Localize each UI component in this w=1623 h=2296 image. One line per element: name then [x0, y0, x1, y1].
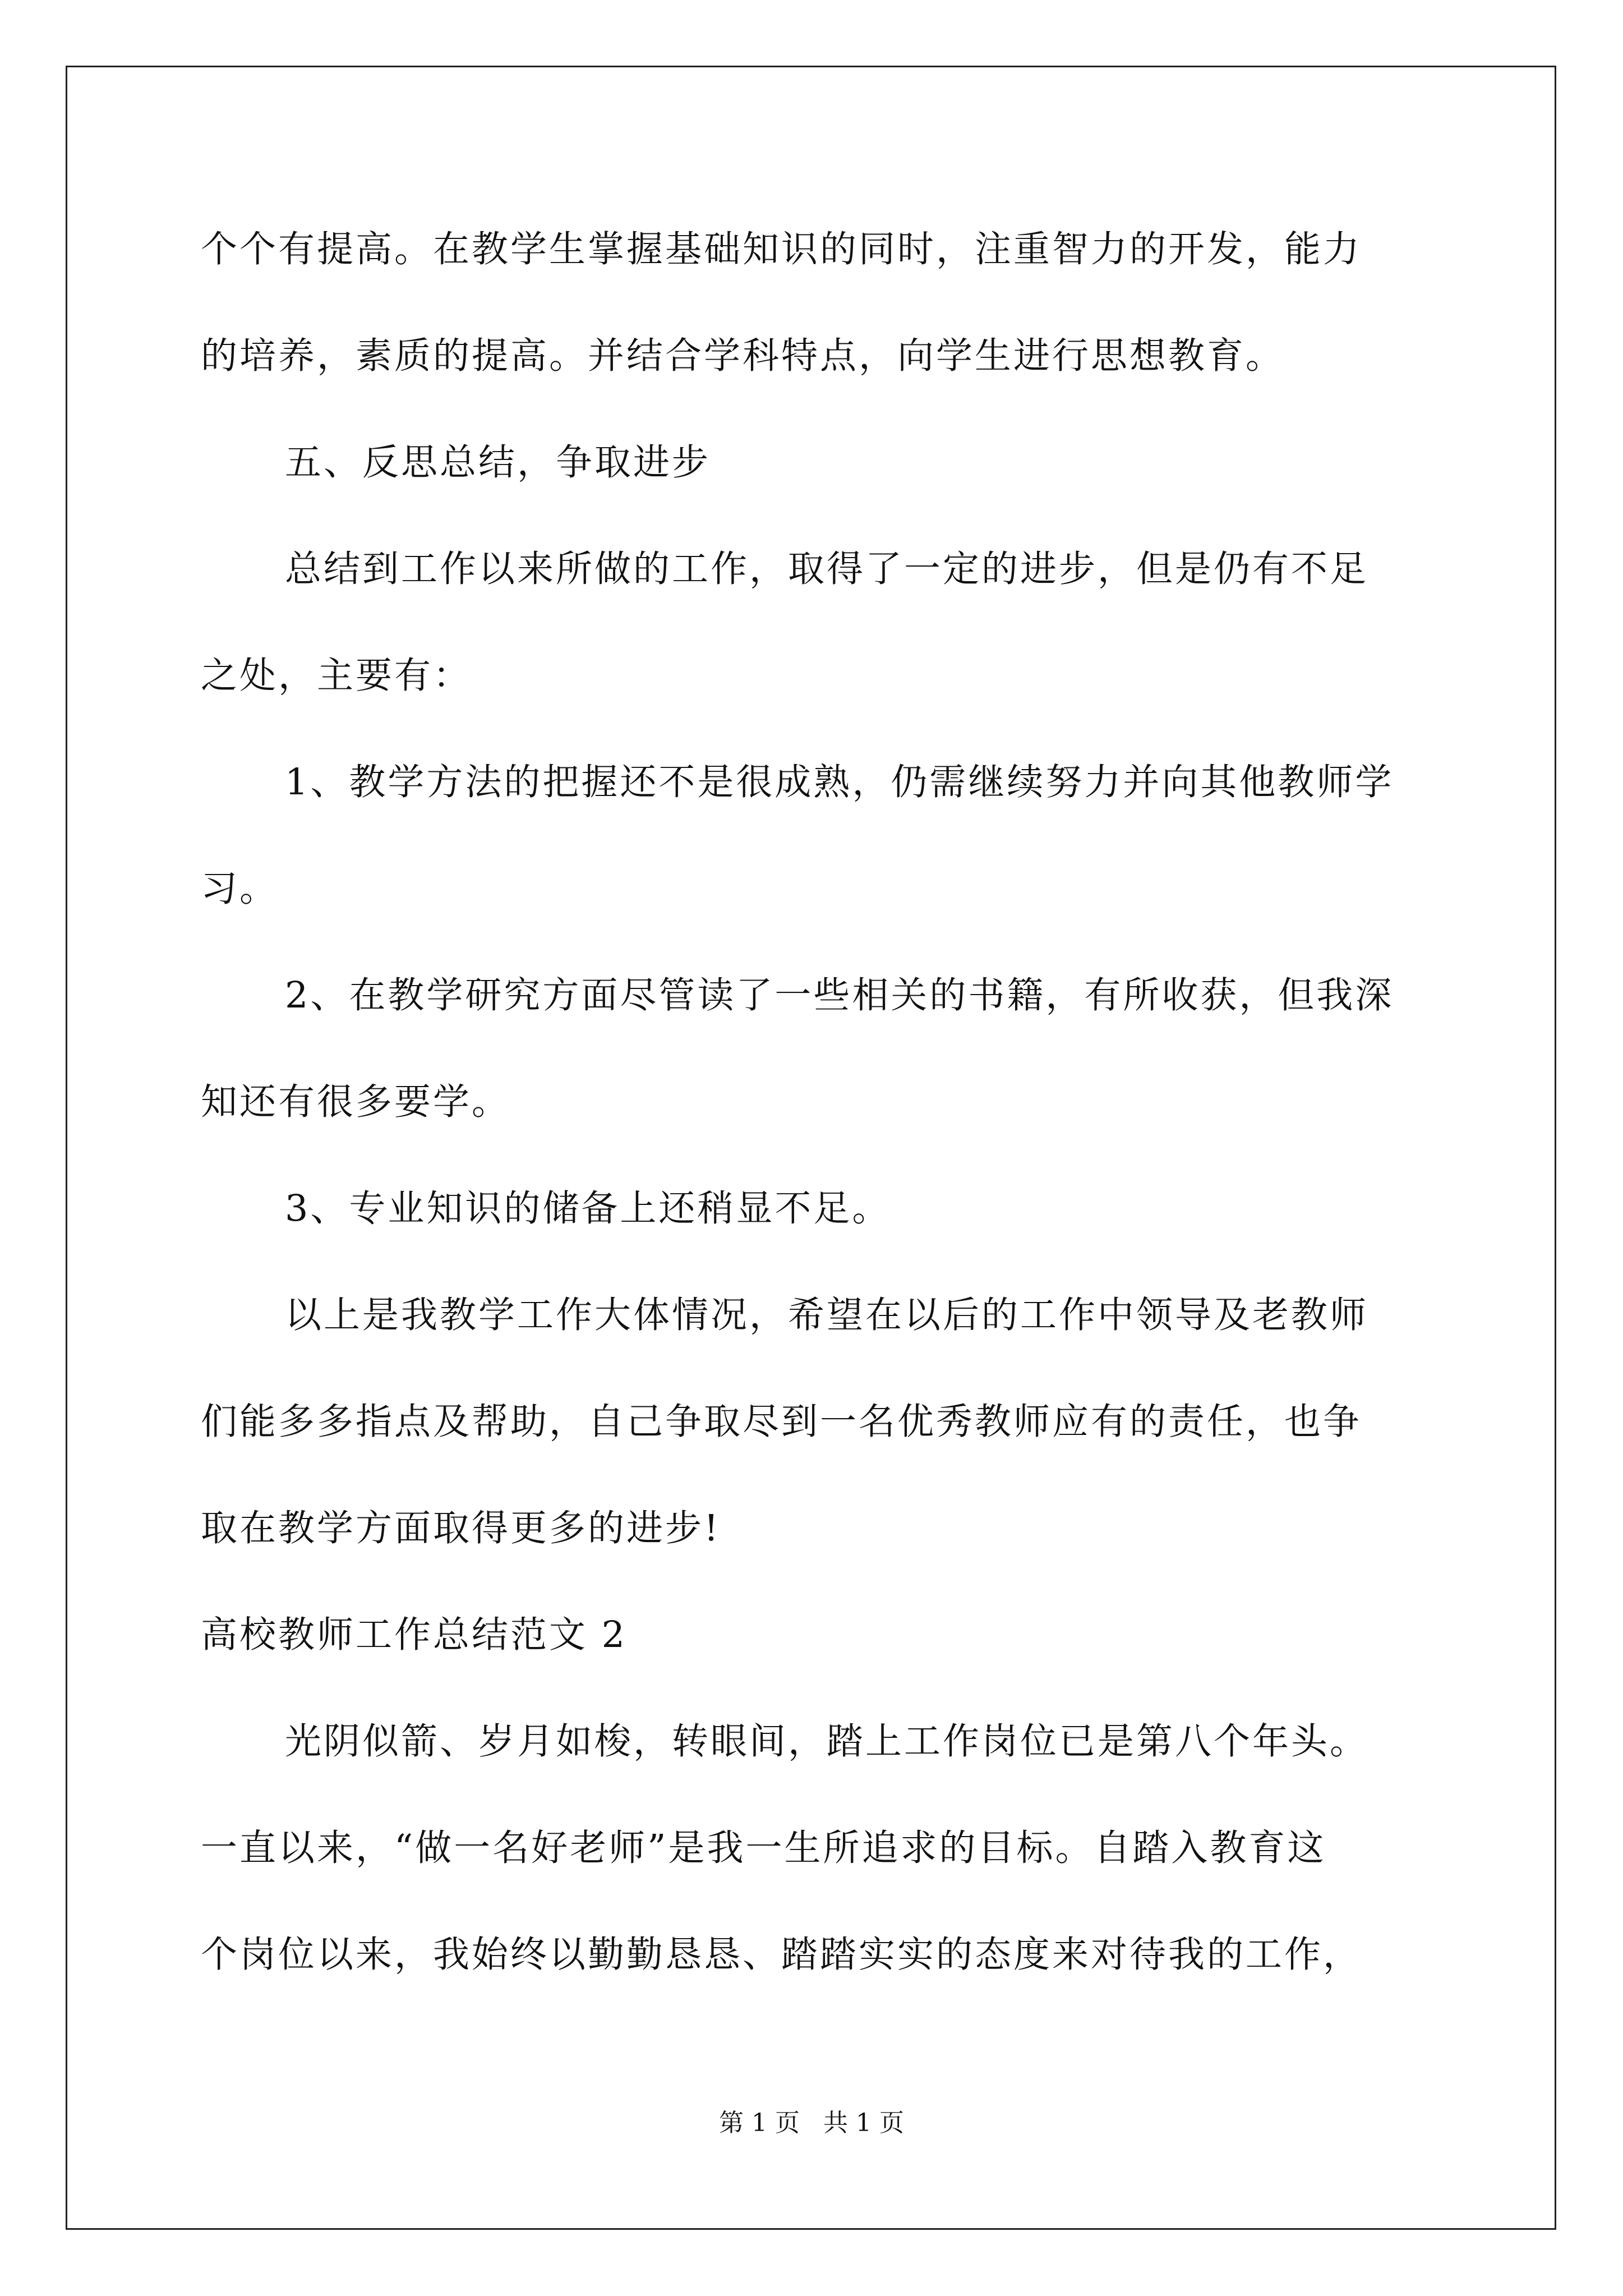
page-footer: 第 1 页 共 1 页 — [719, 2109, 904, 2137]
article-title: 高校教师工作总结范文 2 — [201, 1614, 628, 1656]
body-text-line: 之处，主要有： — [201, 655, 472, 697]
body-text-line: 总结到工作以来所做的工作，取得了一定的进步，但是仍有不足 — [285, 548, 1369, 590]
section-heading: 五、反思总结，争取进步 — [285, 441, 711, 484]
list-item-line: 知还有很多要学。 — [201, 1081, 511, 1123]
list-item-line: 习。 — [201, 868, 279, 910]
body-text-line: 个个有提高。在教学生掌握基础知识的同时，注重智力的开发，能力 — [201, 228, 1362, 270]
list-item-line: 1、教学方法的把握还不是很成熟，仍需继续努力并向其他教师学 — [285, 761, 1394, 803]
list-item-line: 3、专业知识的储备上还稍显不足。 — [285, 1188, 891, 1230]
body-text-line: 们能多多指点及帮助，自己争取尽到一名优秀教师应有的责任，也争 — [201, 1401, 1362, 1443]
list-item-line: 2、在教学研究方面尽管读了一些相关的书籍，有所收获，但我深 — [285, 974, 1394, 1016]
body-text-line: 光阴似箭、岁月如梭，转眼间，踏上工作岗位已是第八个年头。 — [285, 1720, 1369, 1763]
body-text-line: 取在教学方面取得更多的进步! — [201, 1507, 721, 1549]
body-text-line: 的培养，素质的提高。并结合学科特点，向学生进行思想教育。 — [201, 335, 1285, 377]
body-text-line: 以上是我教学工作大体情况，希望在以后的工作中领导及老教师 — [285, 1294, 1369, 1336]
body-text-line: 个岗位以来，我始终以勤勤恳恳、踏踏实实的态度来对待我的工作， — [201, 1934, 1362, 1976]
body-text-line: 一直以来，“做一名好老师”是我一生所追求的目标。自踏入教育这 — [201, 1827, 1326, 1869]
page-border — [66, 66, 1556, 2230]
